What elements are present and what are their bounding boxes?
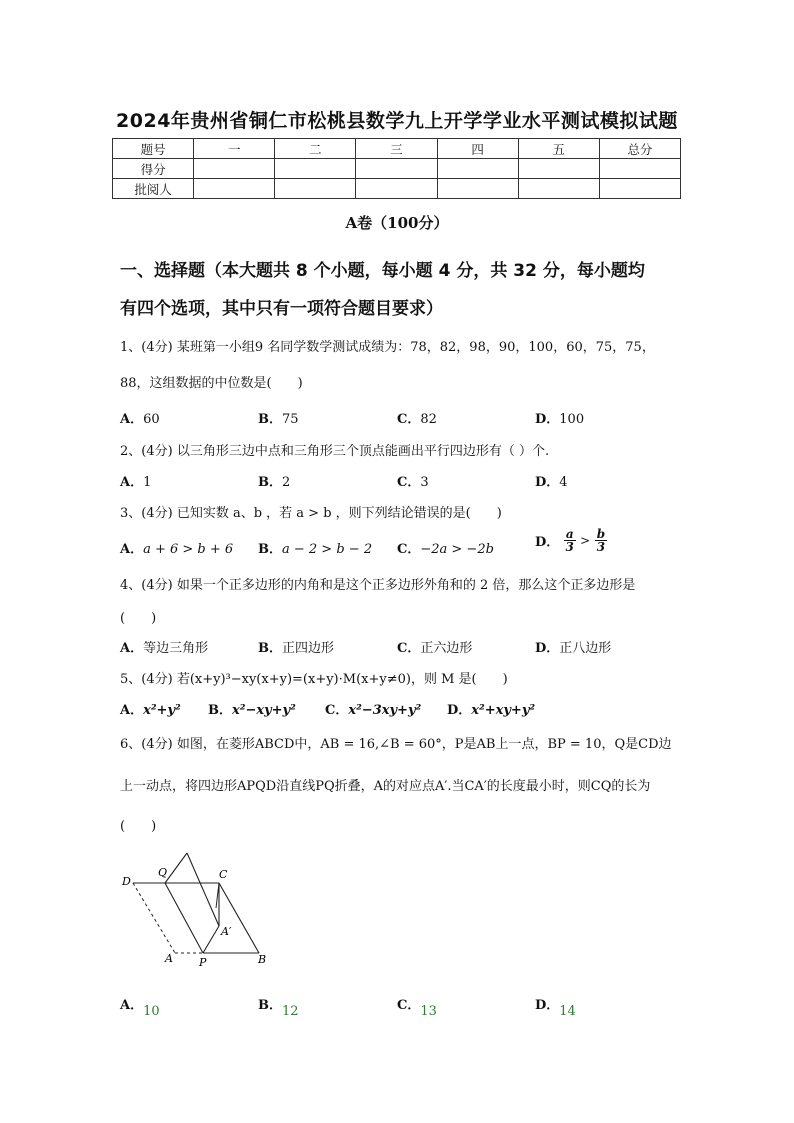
q4-option-c[interactable]: C．正六边形 (397, 641, 473, 656)
q5-option-a[interactable]: A．x²+y² (120, 703, 181, 718)
q4-option-a[interactable]: A．等边三角形 (120, 641, 209, 656)
label-a: A (165, 952, 173, 965)
label-d: D (122, 875, 131, 888)
label-a-prime: A′ (221, 925, 232, 938)
fold-line-pq (165, 883, 203, 953)
reviewer-cell[interactable] (599, 179, 680, 199)
score-cell[interactable] (275, 159, 356, 179)
reviewer-cell[interactable] (275, 179, 356, 199)
q5-option-b[interactable]: B．x²−xy+y² (208, 703, 296, 718)
question-1-stem-line2: 88，这组数据的中位数是( ) (120, 376, 303, 391)
question-4-stem-line1: 4、(4分) 如果一个正多边形的内角和是这个正多边形外角和的 2 倍，那么这个正多边形是 (120, 578, 636, 593)
score-header-cell: 总分 (599, 139, 680, 159)
reviewer-row-label: 批阅人 (113, 179, 194, 199)
reviewer-cell[interactable] (194, 179, 275, 199)
q2-option-c[interactable]: C．3 (397, 475, 429, 490)
part1-heading-line2: 有四个选项，其中只有一项符合题目要求） (120, 299, 443, 319)
q5-option-d[interactable]: D．x²+xy+y² (447, 703, 536, 718)
label-q: Q (158, 866, 168, 879)
score-header-cell: 题号 (113, 139, 194, 159)
reviewer-cell[interactable] (437, 179, 518, 199)
reviewer-row (113, 179, 681, 199)
reviewer-cell[interactable] (356, 179, 437, 199)
label-c: C (219, 868, 228, 881)
q1-option-b[interactable]: B．75 (258, 412, 299, 427)
page-title: 2024年贵州省铜仁市松桃县数学九上开学学业水平测试模拟试题 (116, 110, 678, 132)
q3-option-d[interactable]: D． $\frac{a}{3}$ > $\frac{b}{3}$ (535, 527, 606, 554)
score-cell[interactable] (437, 159, 518, 179)
q1-option-c[interactable]: C．82 (397, 412, 437, 427)
q1-option-d[interactable]: D．100 (535, 412, 585, 427)
q6-option-d[interactable]: D．14 (535, 998, 576, 1019)
score-cell[interactable] (356, 159, 437, 179)
question-2-stem: 2、(4分) 以三角形三边中点和三角形三个顶点能画出平行四边形有（ ）个. (120, 444, 550, 459)
part1-heading-line1: 一、选择题（本大题共 8 个小题，每小题 4 分，共 32 分，每小题均 (120, 261, 645, 281)
q3-option-b[interactable]: B．a − 2 > b − 2 (258, 542, 373, 557)
q3-option-a[interactable]: A．a + 6 > b + 6 (120, 542, 234, 557)
q2-option-d[interactable]: D．4 (535, 475, 568, 490)
q6-option-c[interactable]: C．13 (397, 998, 437, 1019)
edge-da-dashed (133, 883, 175, 953)
q5-option-c[interactable]: C．x²−3xy+y² (325, 703, 422, 718)
q2-option-a[interactable]: A．1 (120, 475, 152, 490)
score-header-cell: 五 (518, 139, 599, 159)
q1-option-a[interactable]: A．60 (120, 412, 160, 427)
score-cell[interactable] (194, 159, 275, 179)
score-cell[interactable] (599, 159, 680, 179)
q6-option-a[interactable]: A．10 (120, 998, 160, 1019)
question-3-stem: 3、(4分) 已知实数 a、b ，若 a > b ，则下列结论错误的是( ) (120, 506, 502, 521)
score-header-cell: 一 (194, 139, 275, 159)
score-cell[interactable] (518, 159, 599, 179)
question-4-stem-line2: ( ) (120, 611, 157, 626)
fraction-a-over-3: $\frac{a}{3}$ (565, 527, 574, 554)
section-a-heading: A卷（100分） (345, 214, 449, 232)
q3-option-c[interactable]: C．−2a > −2b (397, 542, 494, 557)
score-header-cell: 三 (356, 139, 437, 159)
reviewer-cell[interactable] (518, 179, 599, 199)
q6-option-b[interactable]: B．12 (258, 998, 299, 1019)
question-1-stem-line1: 1、(4分) 某班第一小组9 名同学数学测试成绩为：78，82，98，90，100，60，75，75， (120, 340, 655, 355)
score-header-cell: 四 (437, 139, 518, 159)
q2-option-b[interactable]: B．2 (258, 475, 291, 490)
question-6-stem-line3: ( ) (120, 819, 157, 834)
edge-cb (219, 883, 259, 953)
label-b: B (258, 953, 267, 966)
q4-option-d[interactable]: D．正八边形 (535, 641, 612, 656)
folded-edge-qd (165, 853, 187, 883)
fraction-b-over-3: $\frac{b}{3}$ (596, 527, 606, 554)
question-5-stem: 5、(4分) 若(x+y)³−xy(x+y)=(x+y)·M(x+y≠0)，则 M 是( ) (120, 672, 508, 687)
score-row-label: 得分 (113, 159, 194, 179)
q4-option-b[interactable]: B．正四边形 (258, 641, 335, 656)
question-6-stem-line1: 6、(4分) 如图，在菱形ABCD中，AB = 16,∠B = 60°，P是AB上一点，BP = 10，Q是CD边 (120, 737, 672, 752)
score-header-cell: 二 (275, 139, 356, 159)
score-row (113, 159, 681, 179)
label-p: P (199, 956, 207, 969)
rhombus-fold-figure (115, 848, 280, 970)
question-6-stem-line2: 上一动点，将四边形APQD沿直线PQ折叠，A的对应点A′.当CA′的长度最小时，则CQ的长为 (120, 779, 651, 794)
folded-edge-ap (203, 926, 219, 953)
folded-edge-da (187, 853, 219, 926)
score-table (112, 138, 681, 199)
score-table-header (113, 139, 681, 159)
